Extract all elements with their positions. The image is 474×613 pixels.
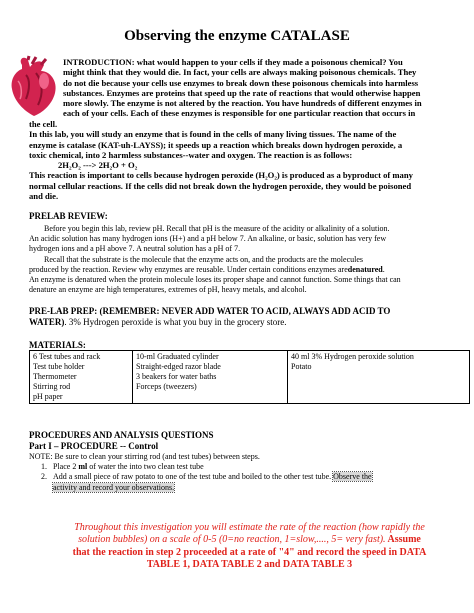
closing-italic: Throughout this investigation you will estimate the rate of the reaction (how rapidly the: [74, 522, 425, 533]
materials-column-2: [133, 351, 288, 404]
materials-table: [29, 350, 470, 404]
closing-line: [29, 547, 470, 559]
materials-heading: MATERIALS:: [29, 340, 86, 350]
intro-line: might think that they would die. In fact, your cells are always making poisonous chemicals. They: [63, 67, 417, 78]
step-number: 2.: [41, 472, 47, 482]
prelab-line: hydrogen ions and a pH above 7. A neutral solution has a pH of 7.: [29, 244, 241, 254]
step-1: [29, 462, 470, 472]
material-item: pH paper: [33, 392, 63, 401]
highlighted-instruction: Observe the: [333, 472, 372, 482]
part-1-heading: Part I – PROCEDURE -- Control: [29, 441, 159, 451]
intro-line: INTRODUCTION: what would happen to your cells if they made a poisonous chemical? You: [63, 57, 403, 67]
material-item: 3 beakers for water baths: [136, 372, 217, 381]
denatured-term: denatured: [347, 264, 383, 274]
intro-line: and die.: [29, 191, 59, 202]
step-text: Add a small piece of raw potato to one of the test tube and boiled to the other test tube.: [53, 472, 334, 482]
material-item: 10-ml Graduated cylinder: [136, 352, 219, 361]
reaction-equation: 2H₂O₂ ---> 2H₂O + O₂: [58, 160, 138, 171]
prelab-line: An acidic solution has many hydrogen ions (H+) and a pH below 7. An alkaline, or basic, solution has very few: [29, 234, 387, 244]
material-item: Test tube holder: [33, 362, 85, 371]
closing-line: [29, 522, 470, 534]
step-text: of water the into two clean test tube: [87, 462, 204, 472]
pre-lab-prep-line1: PRE-LAB PREP: (REMEMBER: NEVER ADD WATER TO ACID, ALWAYS ADD ACID TO: [29, 306, 391, 316]
pre-lab-prep-line2: [29, 317, 470, 328]
prelab-line-text: produced by the reaction. Review why enzymes are reusable. Under certain conditions enzymes are: [29, 264, 348, 274]
intro-line: do not die because your cells use enzymes to break down these poisonous chemicals into harmless: [63, 77, 419, 88]
material-item: Forceps (tweezers): [136, 382, 197, 391]
highlighted-instruction: activity and record your observations.: [53, 482, 175, 492]
step-number: 1.: [41, 462, 47, 472]
intro-line: more slowly. The enzyme is not altered by the reaction. You have hundreds of different enzymes in: [63, 98, 422, 109]
prelab-line: denature an enzyme are high temperatures, extremes of pH, heavy metals, and alcohol.: [29, 285, 307, 295]
material-item: Straight-edged razor blade: [136, 362, 221, 371]
pre-lab-prep-rest: . 3% Hydrogen peroxide is what you buy in the grocery store.: [64, 317, 287, 327]
intro-continued: [29, 119, 470, 201]
rate-instructions: [29, 522, 470, 572]
material-item: Thermometer: [33, 372, 77, 381]
pre-lab-prep-bold: WATER): [29, 317, 65, 327]
closing-line: [29, 534, 470, 546]
step-2: [29, 472, 470, 482]
intro-paragraph: [63, 57, 465, 119]
closing-bold: Assume: [385, 534, 421, 546]
intro-line: normal cellular reactions. If the cells did not break down the hydrogen peroxide, they would be poisoned: [29, 180, 412, 191]
materials-column-3: [288, 351, 470, 404]
step-text: Place 2: [53, 462, 79, 472]
step-unit: ml: [78, 462, 88, 472]
intro-line: substances. Enzymes are proteins that speed up the rate of reactions that would otherwise happen: [63, 87, 421, 98]
prelab-line: Recall that the substrate is the molecule that the enzyme acts on, and the products are the molecules: [44, 254, 363, 264]
closing-italic: solution bubbles) on a scale of 0-5 (0=no reaction, 1=slow,...., 5= very fast).: [78, 534, 386, 546]
closing-bold: that the reaction in step 2 proceeded at a rate of "4" and record the speed in DATA: [72, 546, 427, 558]
material-item: 6 Test tubes and rack: [33, 352, 101, 361]
procedure-note: NOTE: Be sure to clean your stirring rod (and test tubes) between steps.: [29, 452, 260, 461]
prelab-period: .: [382, 264, 385, 274]
intro-line: each of your cells. Each of these enzymes is responsible for one particular reaction that occurs in: [63, 108, 416, 119]
prelab-line: An enzyme is denatured when the protein molecule loses its proper shape and cannot function. Some things that can: [29, 275, 401, 285]
intro-line: enzyme is catalase (KAT-uh-LAYSS); it speeds up a reaction which breaks down hydrogen peroxide, a: [29, 139, 403, 150]
material-item: 40 ml 3% Hydrogen peroxide solution: [291, 352, 414, 361]
page-title: Observing the enzyme CATALASE: [124, 28, 350, 44]
intro-line: This reaction is important to cells because hydrogen peroxide (H₂O₂) is produced as a byproduct of many: [29, 170, 413, 181]
procedures-heading: PROCEDURES AND ANALYSIS QUESTIONS: [29, 430, 214, 440]
procedure-steps: [29, 452, 470, 493]
prelab-line: [29, 265, 470, 275]
prelab-review-text: [29, 224, 470, 295]
prelab-line: Before you begin this lab, review pH. Recall that pH is the measure of the acidity or alkalinity of a solution.: [44, 224, 390, 233]
step-2-continued: [29, 483, 470, 493]
closing-line: [29, 559, 470, 571]
intro-line: toxic chemical, into 2 harmless substances--water and oxygen. The reaction is as follows:: [29, 149, 353, 160]
closing-bold: TABLE 1, DATA TABLE 2 and DATA TABLE 3: [146, 559, 353, 571]
prelab-review-heading: PRELAB REVIEW:: [29, 211, 108, 221]
materials-column-1: [30, 351, 133, 404]
pre-lab-prep: [29, 306, 470, 328]
material-item: Potato: [291, 362, 312, 371]
heart-icon: [8, 55, 60, 117]
material-item: Stirring rod: [33, 382, 71, 391]
intro-line: the cell.: [29, 119, 58, 129]
intro-line: In this lab, you will study an enzyme that is found in the cells of many living tissues. The name of the: [29, 129, 397, 140]
